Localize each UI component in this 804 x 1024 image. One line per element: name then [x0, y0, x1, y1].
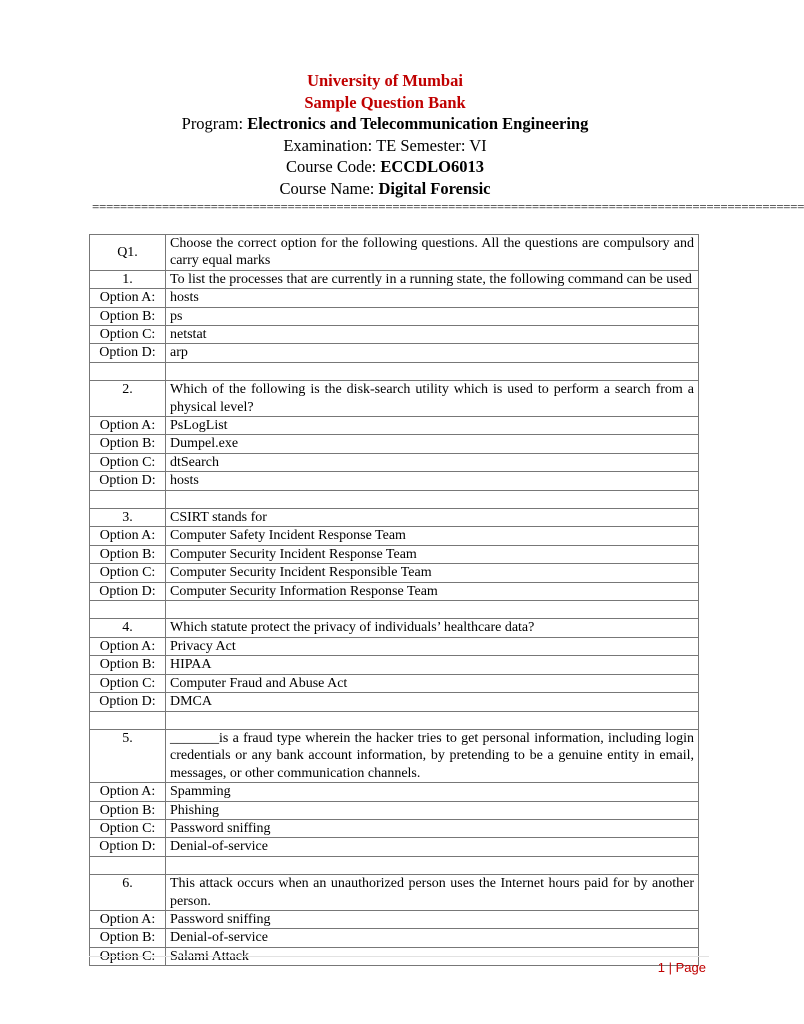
option-row [90, 582, 699, 600]
header-separator: ====================================================================================================== [92, 199, 804, 214]
question-number: 5. [90, 729, 166, 782]
option-label: Option B: [90, 656, 166, 674]
spacer-cell [166, 856, 699, 874]
course-code-line [0, 156, 770, 178]
option-text: hosts [166, 289, 699, 307]
option-row [90, 838, 699, 856]
option-label: Option A: [90, 527, 166, 545]
course-name-line [0, 178, 770, 200]
option-label: Option C: [90, 326, 166, 344]
option-text: dtSearch [166, 453, 699, 471]
option-text: DMCA [166, 693, 699, 711]
spacer-cell [90, 856, 166, 874]
question-row [90, 619, 699, 637]
option-label: Option B: [90, 801, 166, 819]
page-label: Page [675, 960, 706, 975]
option-text: Password sniffing [166, 819, 699, 837]
option-label: Option C: [90, 674, 166, 692]
spacer-cell [90, 711, 166, 729]
intro-text: Choose the correct option for the following questions. All the questions are compulsory and carry equal marks [166, 235, 699, 271]
question-number: 6. [90, 875, 166, 911]
option-row [90, 289, 699, 307]
spacer-cell [166, 490, 699, 508]
option-text: Privacy Act [166, 637, 699, 655]
option-row [90, 417, 699, 435]
intro-row [90, 235, 699, 271]
option-row [90, 801, 699, 819]
option-row [90, 307, 699, 325]
option-text: netstat [166, 326, 699, 344]
option-text: Computer Security Information Response Team [166, 582, 699, 600]
document-header [0, 70, 770, 199]
question-bank-title: Sample Question Bank [304, 92, 466, 112]
option-label: Option D: [90, 693, 166, 711]
option-text: Spamming [166, 783, 699, 801]
program-line [0, 113, 770, 135]
spacer-cell [166, 601, 699, 619]
question-text: Which of the following is the disk-search utility which is used to perform a search from a physical level? [166, 381, 699, 417]
course-name-value: Digital Forensic [378, 178, 491, 198]
spacer-row [90, 362, 699, 380]
question-table [89, 234, 699, 966]
option-label: Option A: [90, 910, 166, 928]
option-row [90, 527, 699, 545]
option-label: Option A: [90, 637, 166, 655]
option-row [90, 453, 699, 471]
option-label: Option C: [90, 453, 166, 471]
option-text: PsLogList [166, 417, 699, 435]
question-row [90, 381, 699, 417]
question-row [90, 729, 699, 782]
spacer-row [90, 601, 699, 619]
question-text: To list the processes that are currently in a running state, the following command can be used [166, 270, 699, 288]
option-label: Option B: [90, 929, 166, 947]
option-row [90, 674, 699, 692]
question-text: This attack occurs when an unauthorized person uses the Internet hours paid for by another person. [166, 875, 699, 911]
page-number: 1 [657, 960, 665, 975]
option-row [90, 819, 699, 837]
option-text: Computer Security Incident Responsible Team [166, 564, 699, 582]
spacer-row [90, 711, 699, 729]
option-label: Option B: [90, 435, 166, 453]
option-text: Password sniffing [166, 910, 699, 928]
option-label: Option D: [90, 582, 166, 600]
intro-label: Q1. [90, 235, 166, 271]
option-text: Phishing [166, 801, 699, 819]
option-row [90, 564, 699, 582]
option-label: Option C: [90, 819, 166, 837]
spacer-cell [166, 362, 699, 380]
option-row [90, 910, 699, 928]
option-label: Option D: [90, 472, 166, 490]
option-text: Computer Fraud and Abuse Act [166, 674, 699, 692]
option-row [90, 326, 699, 344]
option-text: hosts [166, 472, 699, 490]
question-row [90, 875, 699, 911]
question-number: 4. [90, 619, 166, 637]
course-code-value: ECCDLO6013 [380, 157, 484, 176]
spacer-cell [166, 711, 699, 729]
question-number: 1. [90, 270, 166, 288]
option-label: Option D: [90, 838, 166, 856]
option-row [90, 344, 699, 362]
option-text: Computer Security Incident Response Team [166, 545, 699, 563]
course-name-label: Course Name: [279, 178, 375, 198]
spacer-row [90, 856, 699, 874]
option-label: Option B: [90, 307, 166, 325]
question-number: 3. [90, 509, 166, 527]
option-row [90, 435, 699, 453]
option-row [90, 656, 699, 674]
footer-divider [89, 956, 709, 957]
option-text: Salami Attack [166, 947, 699, 965]
question-row [90, 270, 699, 288]
question-table-body [90, 235, 699, 966]
examination-line: Examination: TE Semester: VI [283, 135, 487, 155]
question-number: 2. [90, 381, 166, 417]
option-label: Option B: [90, 545, 166, 563]
university-title: University of Mumbai [307, 71, 463, 90]
option-text: Denial-of-service [166, 929, 699, 947]
program-label: Program: [181, 114, 244, 133]
option-label: Option A: [90, 783, 166, 801]
spacer-cell [90, 362, 166, 380]
option-text: Computer Safety Incident Response Team [166, 527, 699, 545]
option-row [90, 472, 699, 490]
option-row [90, 693, 699, 711]
option-text: Denial-of-service [166, 838, 699, 856]
question-text: Which statute protect the privacy of individuals’ healthcare data? [166, 619, 699, 637]
question-row [90, 509, 699, 527]
question-text: _______is a fraud type wherein the hacker tries to get personal information, including login credentials or any bank account information, by pretending to be a genuine entity in email, messages, or other communication channels. [166, 729, 699, 782]
spacer-cell [90, 601, 166, 619]
option-label: Option C: [90, 564, 166, 582]
program-value: Electronics and Telecommunication Engineering [247, 114, 589, 133]
option-row [90, 545, 699, 563]
option-label: Option C: [90, 947, 166, 965]
option-row [90, 783, 699, 801]
course-code-label: Course Code: [285, 157, 377, 176]
option-label: Option A: [90, 289, 166, 307]
option-row [90, 929, 699, 947]
option-text: arp [166, 344, 699, 362]
question-text: CSIRT stands for [166, 509, 699, 527]
spacer-cell [90, 490, 166, 508]
page-footer [658, 960, 706, 975]
option-row [90, 637, 699, 655]
page-separator: | [668, 960, 672, 975]
option-label: Option A: [90, 417, 166, 435]
option-label: Option D: [90, 344, 166, 362]
option-text: Dumpel.exe [166, 435, 699, 453]
option-text: HIPAA [166, 656, 699, 674]
spacer-row [90, 490, 699, 508]
option-text: ps [166, 307, 699, 325]
